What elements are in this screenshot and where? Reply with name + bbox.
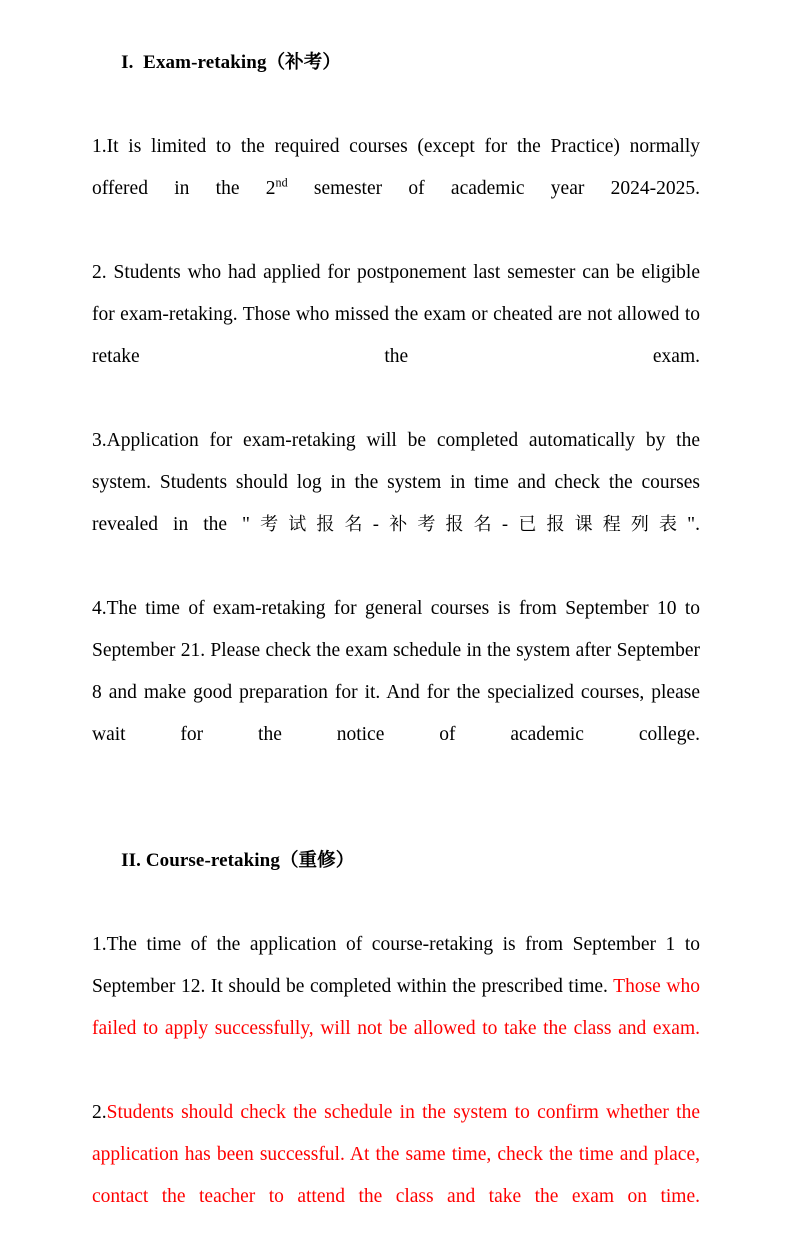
paragraph-text-highlighted: Students should check the schedule in the system to confirm whether the application has been successful. At the same time, check the time and place, contact the teacher to attend the class and take the exam on time. [92,1102,700,1207]
paragraph-text: It is limited to the required courses (except for the Practice) normally offered in the 2 [92,136,700,199]
paragraph-text: The time of the application of course-retaking is from September 1 to September 12. It should be completed within the prescribed time. [92,934,700,997]
list-marker: 1. [92,934,107,955]
list-marker: 1. [92,136,107,157]
list-marker: 2. [92,262,114,283]
paragraph-course-retaking-1 [92,924,700,1092]
section-heading-numeral: II. [121,850,141,871]
list-marker: 2. [92,1102,107,1123]
list-marker: 4. [92,598,107,619]
paragraph-exam-retaking-2 [92,252,700,420]
paragraph-exam-retaking-3 [92,420,700,588]
section-heading-numeral: I. [121,52,134,73]
section-heading-title: Course-retaking [145,850,280,871]
paragraph-exam-retaking-4 [92,588,700,798]
section-heading-cjk: （重修） [279,850,355,871]
section-heading-exam-retaking [92,0,700,126]
superscript-ordinal: nd [275,175,288,190]
system-menu-path-cjk: 考试报名-补考报名-已报课程列表 [250,514,688,535]
section-heading-cjk: （补考） [266,52,341,73]
section-heading-title: Exam-retaking [143,52,267,73]
paragraph-text-highlighted: Those who failed to apply successfully, will not be allowed to take the class and exam. [92,976,700,1039]
paragraph-text-continued: semester of academic year 2024-2025. [287,178,701,199]
paragraph-exam-retaking-1 [92,126,700,252]
paragraph-text-continued: ". [687,514,700,535]
list-marker: 3. [92,430,107,451]
section-heading-course-retaking [92,798,700,924]
paragraph-text: The time of exam-retaking for general courses is from September 10 to September 21. Please check the exam schedule in the system after September 8 and make good preparation for it. And for the specialized courses, please wait for the notice of academic college. [92,598,700,745]
paragraph-text: Application for exam-retaking will be completed automatically by the system. Students should log in the system in time and check the courses revealed in the " [92,430,700,535]
document-body [92,0,700,1260]
paragraph-text: Students who had applied for postponement last semester can be eligible for exam-retaking. Those who missed the exam or cheated are not allowed to retake the exam. [92,262,701,367]
paragraph-course-retaking-2 [92,1092,700,1260]
